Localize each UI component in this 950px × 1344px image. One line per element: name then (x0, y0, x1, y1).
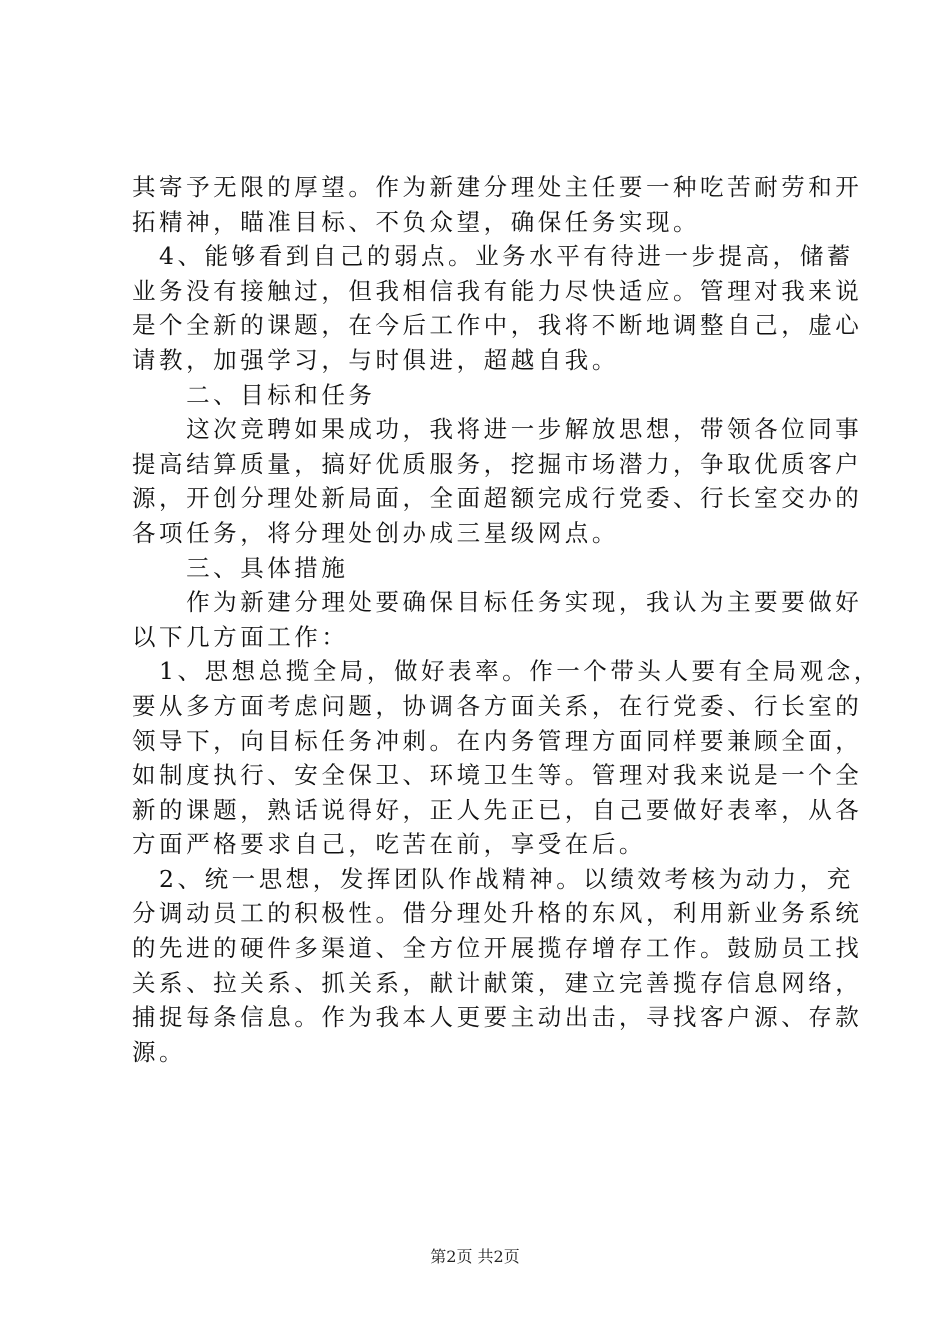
document-body (132, 170, 881, 1069)
text-line: 各项任务，将分理处创办成三星级网点。 (132, 518, 619, 547)
text-line: 其寄予无限的厚望。作为新建分理处主任要一种吃苦耐劳和开 (132, 173, 863, 201)
text-line: 源。 (132, 1037, 187, 1066)
text-line: 捕捉每条信息。作为我本人更要主动出击，寻找客户源、存款 (132, 1003, 863, 1032)
section-heading: 三、具体措施 (132, 553, 349, 582)
text-line: 这次竞聘如果成功，我将进一步解放思想，带领各位同事 (132, 415, 863, 444)
text-line: 拓精神，瞄准目标、不负众望，确保任务实现。 (132, 207, 701, 236)
text-line: 如制度执行、安全保卫、环境卫生等。管理对我来说是一个全 (132, 761, 863, 790)
text-line: 要从多方面考虑问题，协调各方面关系，在行党委、行长室的 (132, 691, 863, 720)
text-line: 作为新建分理处要确保目标任务实现，我认为主要要做好 (132, 588, 863, 617)
page-number-footer: 第2页 共2页 (430, 1247, 520, 1266)
text-line: 新的课题，熟话说得好，正人先正已，自己要做好表率，从各 (132, 795, 863, 824)
text-line: 分调动员工的积极性。借分理处升格的东风，利用新业务系统 (132, 899, 863, 928)
text-line: 4、能够看到自己的弱点。业务水平有待进一步提高，储蓄 (132, 242, 854, 271)
text-line: 请教，加强学习，与时俱进，超越自我。 (132, 345, 619, 374)
text-line: 业务没有接触过，但我相信我有能力尽快适应。管理对我来说 (132, 276, 863, 305)
text-line: 2、统一思想，发挥团队作战精神。以绩效考核为动力，充 (132, 864, 854, 893)
text-line: 领导下，向目标任务冲刺。在内务管理方面同样要兼顾全面， (132, 726, 863, 755)
text-line: 以下几方面工作： (132, 622, 349, 651)
text-line: 关系、拉关系、抓关系，献计献策，建立完善揽存信息网络， (132, 968, 863, 997)
text-line: 1、思想总揽全局，做好表率。作一个带头人要有全局观念， (132, 657, 881, 686)
text-line: 源，开创分理处新局面，全面超额完成行党委、行长室交办的 (132, 484, 863, 513)
text-line: 提高结算质量，搞好优质服务，挖掘市场潜力，争取优质客户 (132, 449, 863, 478)
text-line: 方面严格要求自己，吃苦在前，享受在后。 (132, 830, 646, 859)
text-line: 是个全新的课题，在今后工作中，我将不断地调整自己，虚心 (132, 311, 863, 340)
section-heading: 二、目标和任务 (132, 380, 376, 409)
text-line: 的先进的硬件多渠道、全方位开展揽存增存工作。鼓励员工找 (132, 934, 863, 963)
